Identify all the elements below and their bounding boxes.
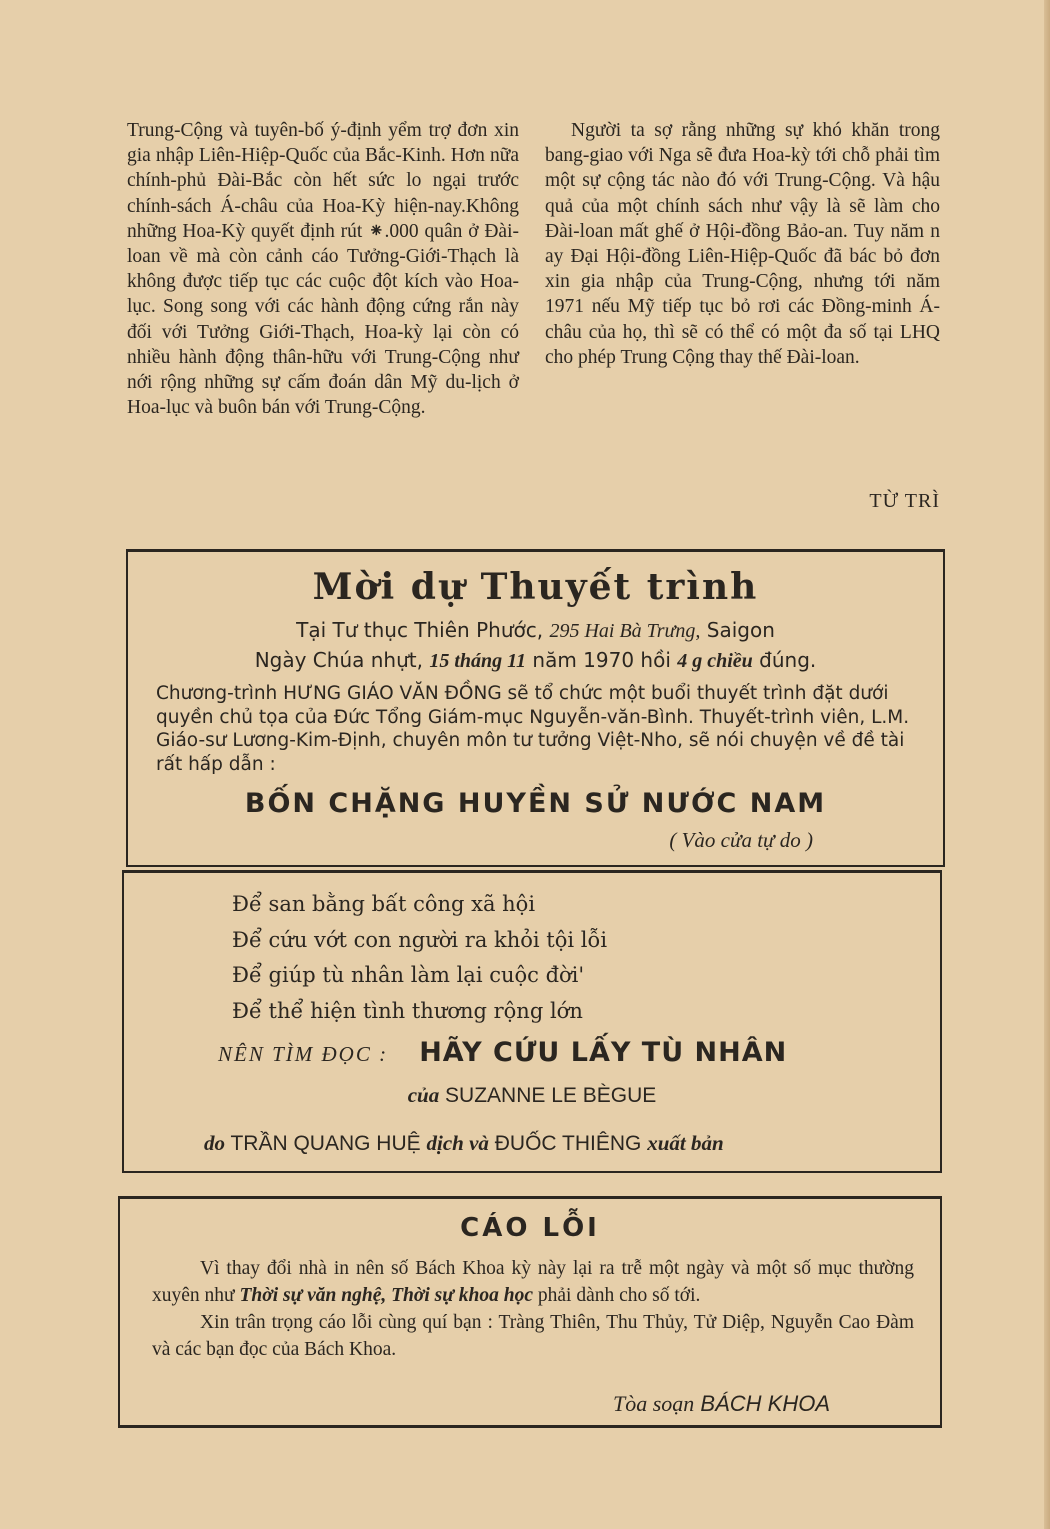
apology-signature: Tòa soạn BÁCH KHOA (612, 1391, 830, 1416)
apology-paragraph-1: Vì thay đổi nhà in nên số Bách Khoa kỳ này lại ra trễ một ngày và một số mục thường xuyên như Thời sự văn nghệ, Thời sự khoa học phải dành cho số tới. (152, 1258, 914, 1306)
verse-line: Để cứu vớt con người ra khỏi tội lỗi (232, 927, 608, 952)
invitation-subtopic: ( Vào cửa tự do ) (669, 828, 813, 852)
apology-title: CÁO LỖI (460, 1213, 600, 1243)
book-ad-box (122, 870, 942, 1173)
verse-line: Để san bằng bất công xã hội (232, 892, 536, 916)
verse-line: Để thể hiện tình thương rộng lớn (232, 998, 583, 1023)
article-right-column (545, 118, 940, 370)
invitation-venue: Tại Tư thục Thiên Phước, 295 Hai Bà Trưng, Saigon (296, 618, 775, 642)
article-signature: TỪ TRÌ (869, 490, 940, 512)
book-ad-recommend (218, 1037, 787, 1068)
book-title: HÃY CỨU LẤY TÙ NHÂN (419, 1037, 788, 1068)
book-author: của SUZANNE LE BÈGUE (407, 1083, 657, 1107)
verse-line: Để giúp tù nhân làm lại cuộc đời' (232, 963, 585, 987)
invitation-body: Chương-trình HƯNG GIÁO VĂN ĐỒNG sẽ tổ chức một buổi thuyết trình đặt dưới quyền chủ tọa của Đức Tổng Giám-mục Nguyễn-văn-Bình. Thuyết-trình viên, L.M. Giáo-sư Lương-Kim-Định, chuyên môn tư tưởng Việt-Nho, sẽ nói chuyện về đề tài rất hấp dẫn : (156, 683, 910, 775)
invitation-box (126, 549, 945, 867)
book-ad-verses (232, 887, 607, 1029)
article-right-paragraph: Người ta sợ rằng những sự khó khăn trong bang-giao với Nga sẽ đưa Hoa-kỳ tới chỗ phải tìm một sự cộng tác nào đó với Trung-Cộng. Và hậu quả của một chính sách như vậy là sẽ làm cho Đài-loan mất ghế ở Hội-đồng Bảo-an. Tuy năm n ay Đại Hội-đồng Liên-Hiệp-Quốc đã bác bỏ đơn xin gia nhập của Trung-Cộng, nhưng tới năm 1971 nếu Mỹ tiếp tục bỏ rơi các Đồng-minh Á-châu của họ, thì sẽ có thể có một đa số tại LHQ cho phép Trung Cộng thay thế Đài-loan. (545, 120, 940, 368)
article-left-paragraph: Trung-Cộng và tuyên-bố ý-định yểm trợ đơn xin gia nhập Liên-Hiệp-Quốc của Bắc-Kinh. Hơn nữa chính-phủ Đài-Bắc còn hết sức lo ngại trước chính-sách Á-châu của Hoa-Kỳ hiện-nay.Không những Hoa-Kỳ quyết định rút ⁕.000 quân ở Đài-loan về mà còn cảnh cáo Tưởng-Giới-Thạch là không được tiếp tục các cuộc đột kích vào Hoa-lục. Song song với các hành động cứng rắn này đối với Tưởng Giới-Thạch, Hoa-kỳ lại còn có nhiều hành động thân-hữu với Trung-Cộng như nới rộng những sự cấm đoán dân Mỹ du-lịch ở Hoa-lục và buôn bán với Trung-Cộng. (127, 120, 519, 419)
book-credit: do TRẦN QUANG HUỆ dịch và ĐUỐC THIÊNG xuất bản (204, 1131, 724, 1155)
recommend-lead: NÊN TÌM ĐỌC : (218, 1042, 389, 1066)
apology-body (152, 1255, 914, 1363)
page-edge (1044, 0, 1050, 1529)
apology-box (118, 1196, 942, 1428)
invitation-date: Ngày Chúa nhựt, 15 tháng 11 năm 1970 hồi 4 g chiều đúng. (254, 648, 817, 672)
article-left-column (127, 118, 519, 420)
invitation-topic: BỐN CHẶNG HUYỀN SỬ NƯỚC NAM (244, 788, 827, 819)
apology-paragraph-2: Xin trân trọng cáo lỗi cùng quí bạn : Tràng Thiên, Thu Thủy, Tử Diệp, Nguyễn Cao Đàm và các bạn đọc của Bách Khoa. (152, 1312, 914, 1360)
invitation-title: Mời dự Thuyết trình (312, 566, 759, 608)
